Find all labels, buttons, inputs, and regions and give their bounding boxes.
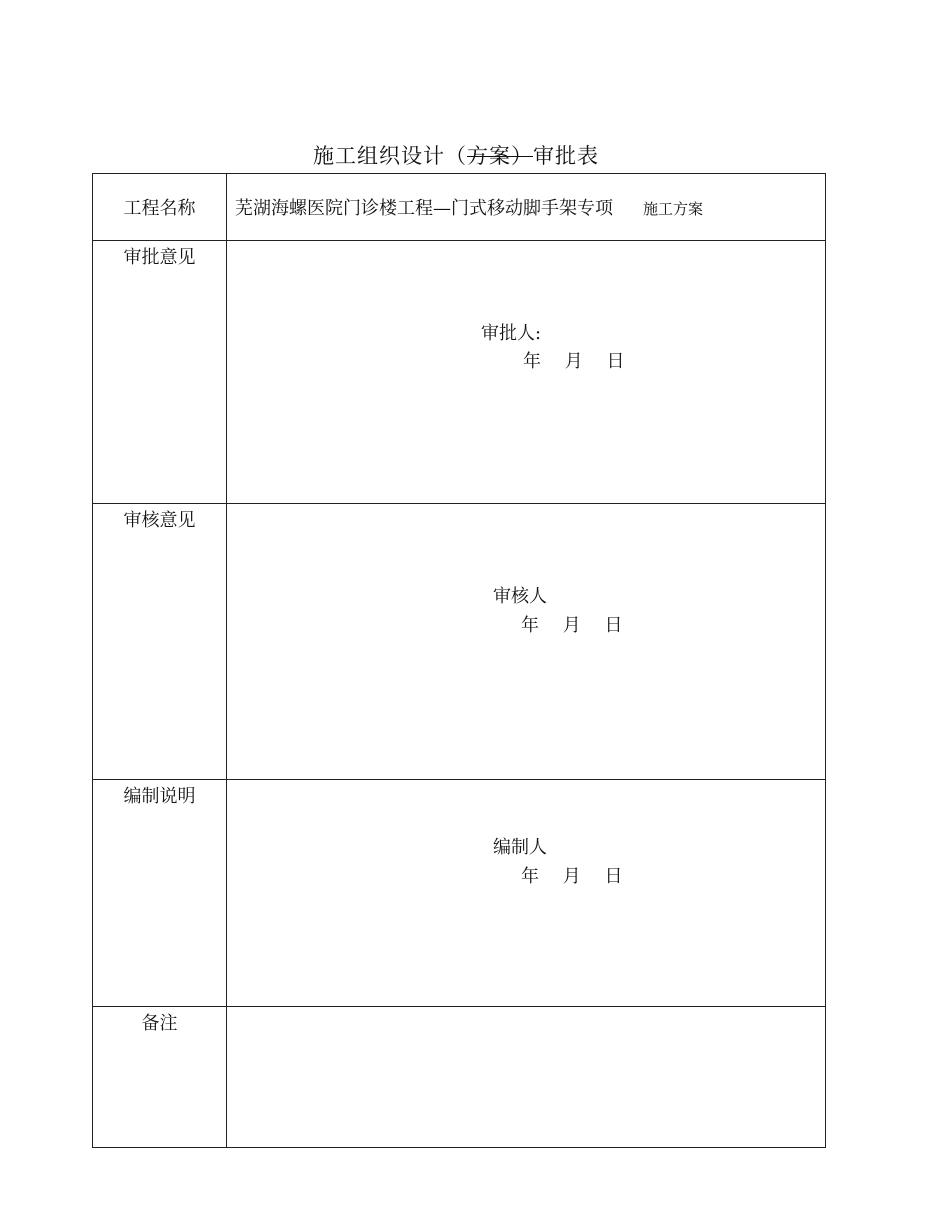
form-title bbox=[0, 140, 912, 170]
reviewer-label: 审核人 bbox=[493, 586, 547, 607]
project-name-label: 工程名称 bbox=[123, 198, 196, 219]
review-opinion-label: 审核意见 bbox=[123, 510, 196, 531]
project-name-value-cell[interactable] bbox=[227, 174, 826, 241]
compile-date: 年 月 日 bbox=[521, 866, 623, 887]
compile-note-row bbox=[93, 780, 826, 1007]
review-date: 年 月 日 bbox=[521, 615, 623, 636]
remark-label-cell bbox=[93, 1007, 227, 1148]
remark-label: 备注 bbox=[141, 1013, 178, 1034]
remark-cell[interactable] bbox=[227, 1007, 826, 1148]
approval-opinion-label-cell bbox=[93, 241, 227, 504]
review-opinion-cell[interactable] bbox=[227, 504, 826, 780]
form-title-prefix: 施工组织设计（ bbox=[313, 144, 467, 168]
project-name-text bbox=[227, 194, 825, 220]
project-name-value: 芜湖海螺医院门诊楼工程—门式移动脚手架专项 bbox=[235, 198, 613, 219]
compile-note-label: 编制说明 bbox=[123, 786, 196, 807]
project-name-suffix: 施工方案 bbox=[643, 200, 704, 218]
approver-label: 审批人: bbox=[481, 323, 542, 344]
project-name-row bbox=[93, 174, 826, 241]
compile-note-cell[interactable] bbox=[227, 780, 826, 1007]
approval-opinion-row bbox=[93, 241, 826, 504]
form-title-struck: 方案） bbox=[467, 144, 533, 168]
approval-opinion-cell[interactable] bbox=[227, 241, 826, 504]
compiler-label: 编制人 bbox=[493, 837, 547, 858]
form-title-suffix: 审批表 bbox=[533, 144, 599, 168]
compile-note-label-cell bbox=[93, 780, 227, 1007]
remark-row bbox=[93, 1007, 826, 1148]
review-opinion-row bbox=[93, 504, 826, 780]
approval-opinion-label: 审批意见 bbox=[123, 247, 196, 268]
approval-date: 年 月 日 bbox=[523, 351, 625, 372]
review-opinion-label-cell bbox=[93, 504, 227, 780]
approval-form-table bbox=[92, 173, 826, 1148]
project-name-label-cell bbox=[93, 174, 227, 241]
